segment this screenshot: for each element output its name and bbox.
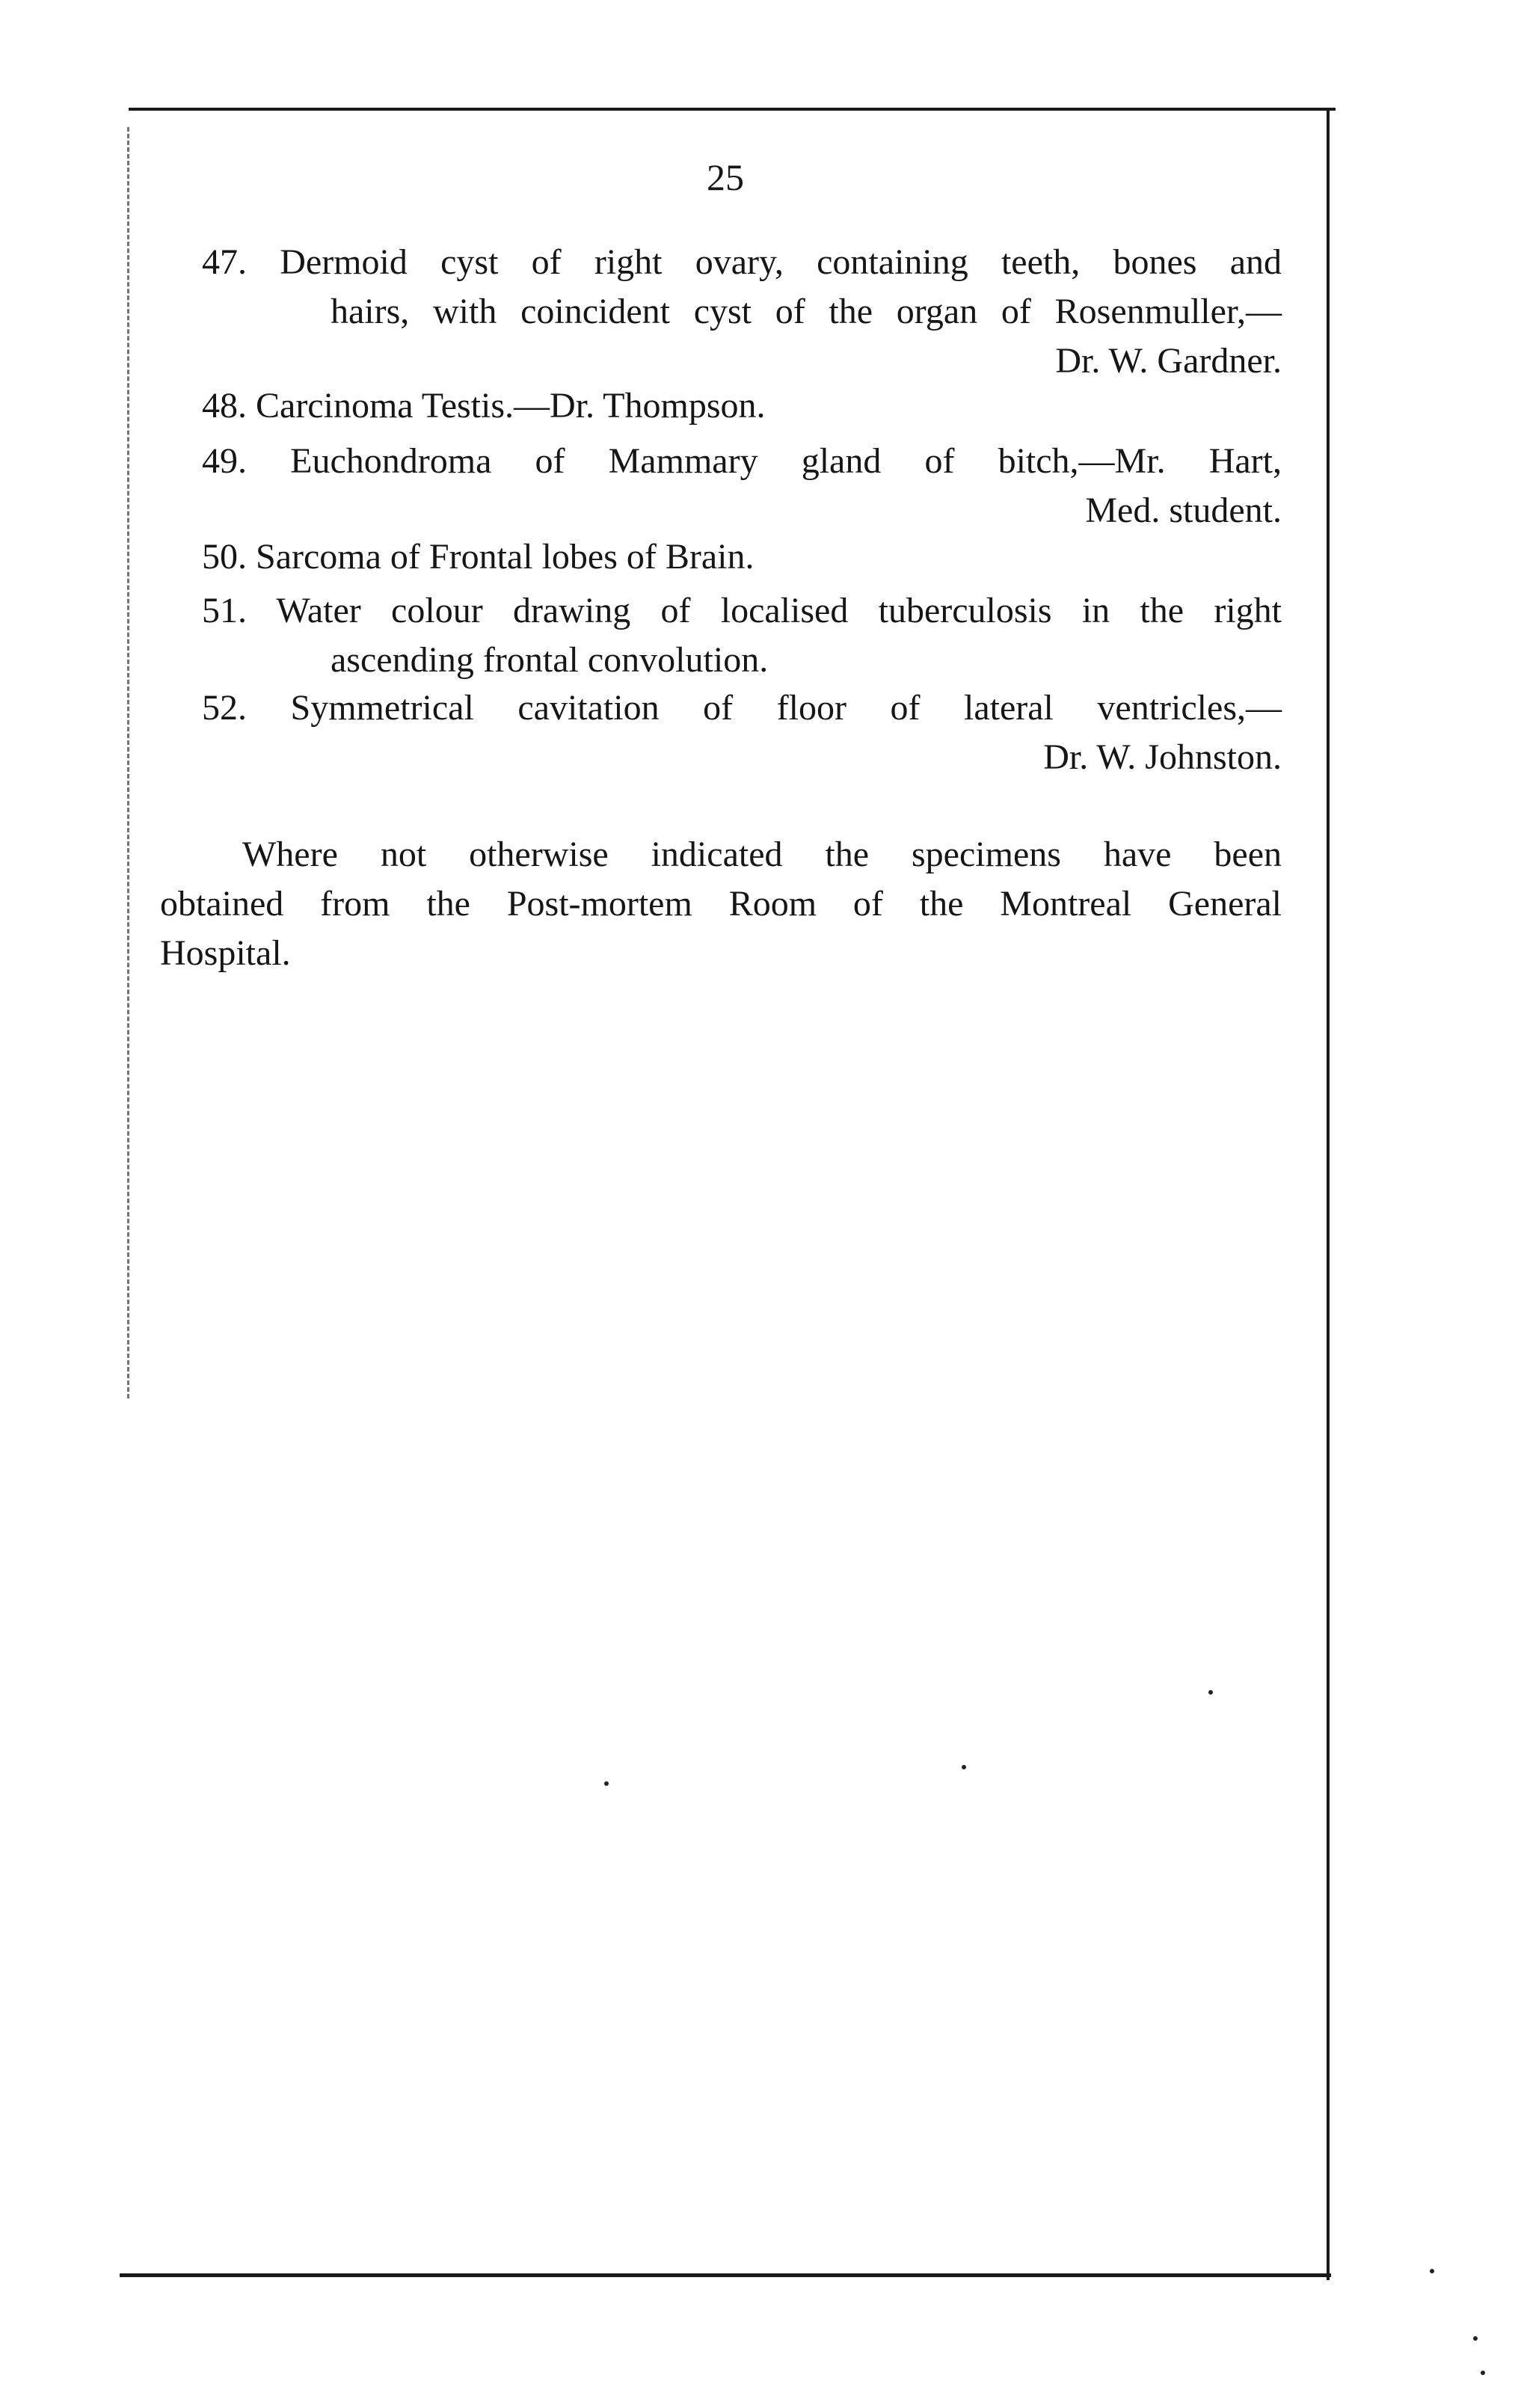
note-line: Where not otherwise indicated the specimens have been	[242, 835, 1282, 874]
ink-speck	[1481, 2371, 1485, 2375]
ink-speck	[604, 1781, 609, 1786]
page-border-bottom	[120, 2273, 1331, 2277]
catalogue-entry-52	[202, 684, 1282, 782]
catalogue-entry-50	[202, 532, 1282, 582]
entry-line: Dr. W. Johnston.	[1043, 737, 1282, 777]
page-border-top	[129, 108, 1336, 111]
ink-speck	[1430, 2269, 1434, 2273]
catalogue-entry-51	[202, 586, 1282, 685]
ink-speck	[1473, 2336, 1478, 2341]
catalogue-entry-47	[202, 238, 1282, 386]
catalogue-entry-48	[202, 381, 1282, 431]
entry-line: 49. Euchondroma of Mammary gland of bitch,—Mr. Hart,	[202, 441, 1282, 481]
page-number: 25	[707, 156, 744, 198]
closing-note	[160, 830, 1282, 978]
entry-line: 50. Sarcoma of Frontal lobes of Brain.	[202, 537, 755, 577]
page-border-right	[1327, 108, 1330, 2280]
entry-line: 51. Water colour drawing of localised tuberculosis in the right	[202, 591, 1282, 630]
page-border-left	[127, 127, 129, 1398]
entry-line: 48. Carcinoma Testis.—Dr. Thompson.	[202, 386, 766, 426]
entry-line: Med. student.	[1085, 491, 1282, 530]
entry-line: ascending frontal convolution.	[331, 640, 769, 680]
entry-line: hairs, with coincident cyst of the organ of Rosenmuller,—	[331, 292, 1282, 331]
ink-speck	[962, 1765, 966, 1769]
note-line: Hospital.	[160, 933, 291, 973]
entry-line: 47. Dermoid cyst of right ovary, containing teeth, bones and	[202, 242, 1282, 282]
ink-speck	[1208, 1690, 1213, 1695]
entry-line: Dr. W. Gardner.	[1055, 341, 1282, 381]
note-line: obtained from the Post-mortem Room of the Montreal General	[160, 884, 1282, 924]
entry-line: 52. Symmetrical cavitation of floor of lateral ventricles,—	[202, 688, 1282, 728]
catalogue-entry-49	[202, 437, 1282, 535]
